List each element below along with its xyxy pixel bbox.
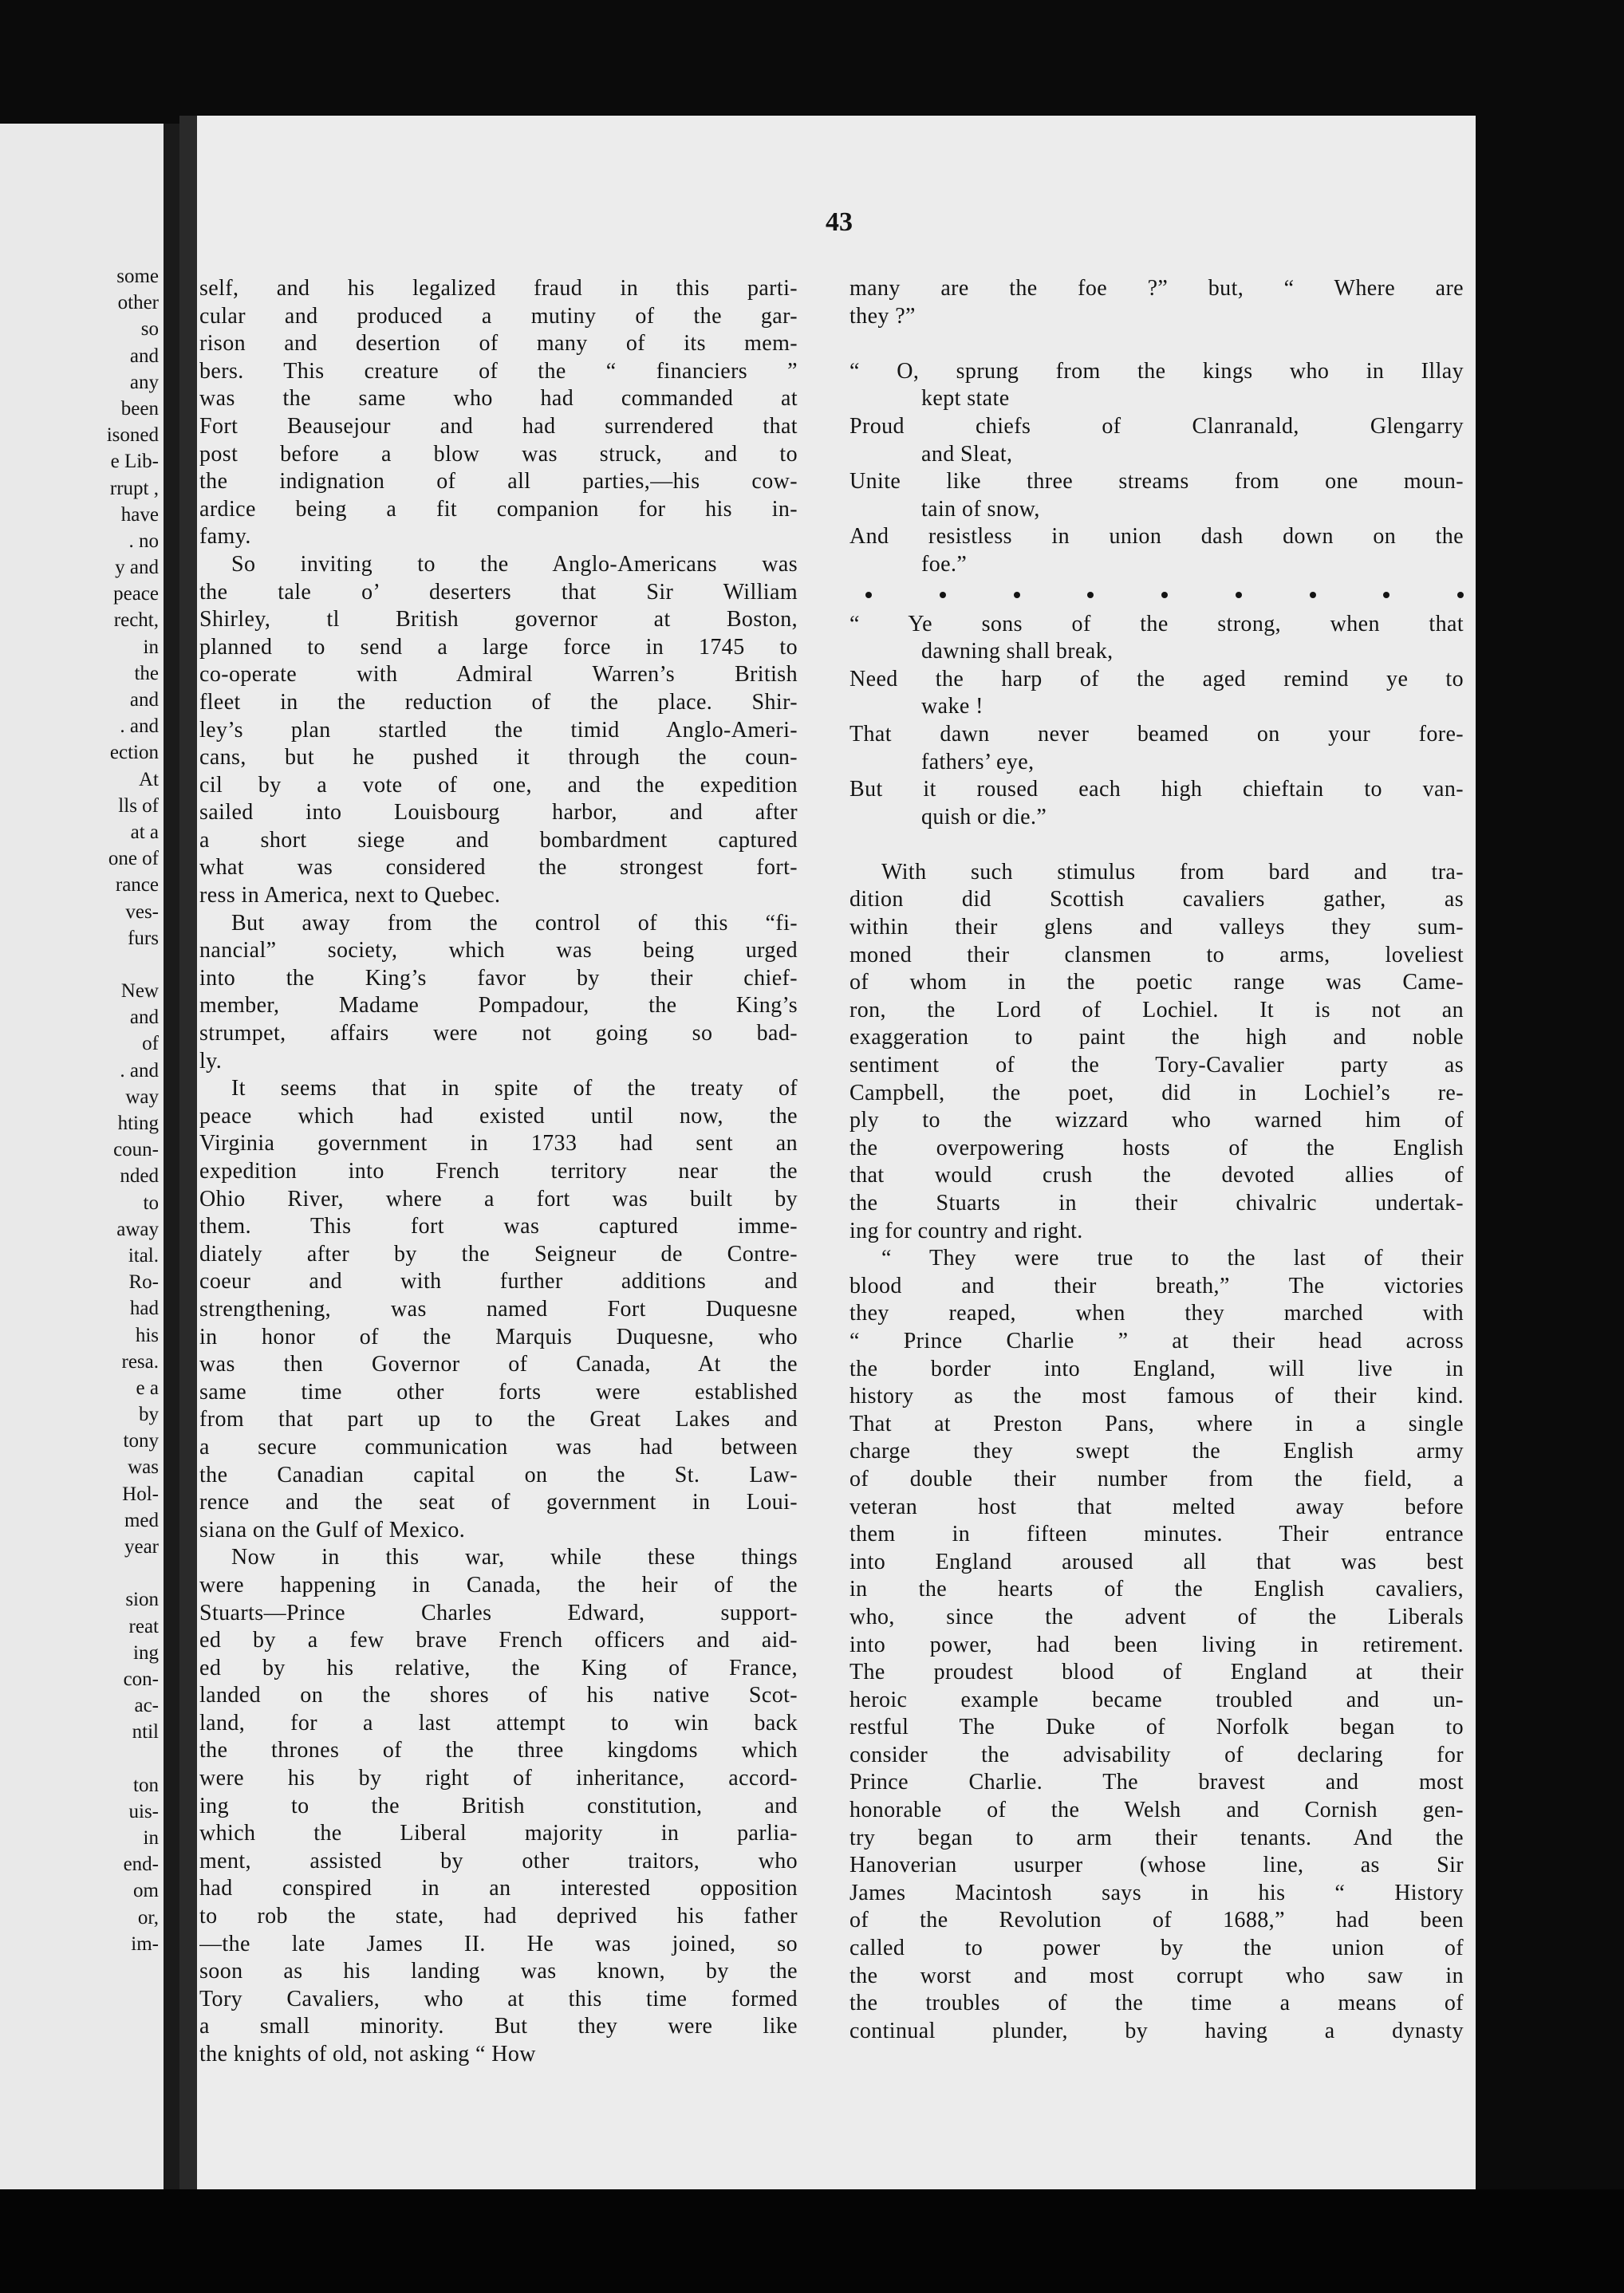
- text-line: ed by a few brave French officers and aid-: [199, 1628, 798, 1653]
- text-line: cil by a vote of one, and the expedition: [199, 772, 798, 798]
- text-line: With such stimulus from bard and tra-: [881, 859, 1464, 884]
- text-line: a short siege and bombardment captured: [199, 827, 798, 853]
- text-column-left: [199, 275, 798, 2069]
- poem-line: kept state: [921, 386, 1010, 412]
- fragment-line: ing: [133, 1641, 159, 1664]
- paragraph-block: [849, 859, 1464, 2046]
- text-line: expedition into French territory near the: [199, 1159, 798, 1184]
- text-line: ress in America, next to Quebec.: [199, 883, 501, 908]
- text-column-right: [849, 275, 1464, 2045]
- poem-stanza-1: [849, 358, 1464, 579]
- poem-line: “ O, sprung from the kings who in Illay: [849, 358, 1464, 384]
- fragment-line: had: [129, 1298, 159, 1320]
- text-line: rence and the seat of government in Loui-: [199, 1490, 798, 1515]
- fragment-line: other: [117, 292, 159, 314]
- text-line: co-operate with Admiral Warren’s British: [199, 662, 798, 688]
- fragment-line: end-: [123, 1854, 159, 1876]
- fragment-line: or,: [137, 1906, 159, 1929]
- text-line: into the King’s favor by their chief-: [199, 965, 798, 991]
- text-line: in honor of the Marquis Duquesne, who: [199, 1324, 798, 1349]
- text-line: The proudest blood of England at their: [849, 1660, 1464, 1685]
- text-line: a small minority. But they were like: [199, 2014, 798, 2039]
- text-line: restful The Duke of Norfolk began to: [849, 1715, 1464, 1740]
- fragment-line: [4, 1560, 164, 1586]
- fragment-line: y and: [115, 557, 159, 579]
- text-line: was then Governor of Canada, At the: [199, 1352, 798, 1377]
- text-line: were his by right of inheritance, accord-: [199, 1766, 798, 1791]
- text-line: siana on the Gulf of Mexico.: [199, 1517, 466, 1542]
- fragment-line: . and: [120, 715, 159, 738]
- text-line: moned their clansmen to arms, loveliest: [849, 942, 1464, 967]
- fragment-line: isoned: [106, 424, 159, 447]
- text-line: member, Madame Pompadour, the King’s: [199, 993, 798, 1018]
- text-line: into power, had been living in retirement.: [849, 1632, 1464, 1657]
- text-line: Shirley, tl British governor at Boston,: [199, 607, 798, 632]
- fragment-line: e Lib-: [110, 451, 159, 473]
- text-line: Hanoverian usurper (whose line, as Sir: [849, 1853, 1464, 1878]
- text-line: Stuarts—Prince Charles Edward, support-: [199, 1600, 798, 1625]
- text-line: consider the advisability of declaring for: [849, 1742, 1464, 1767]
- text-line: they reaped, when they marched with: [849, 1301, 1464, 1326]
- fragment-line: some: [116, 266, 159, 287]
- fragment-line: away: [116, 1218, 159, 1240]
- text-line: rison and desertion of many of its mem-: [199, 331, 798, 357]
- text-line: the border into England, will live in: [849, 1356, 1464, 1381]
- fragment-line: . and: [120, 1059, 159, 1081]
- text-line: James Macintosh says in his “ History: [849, 1880, 1464, 1905]
- text-line: dition did Scottish cavaliers gather, as: [849, 887, 1464, 912]
- poem-line: tain of snow,: [921, 496, 1040, 522]
- poem-stanza-2: [849, 611, 1464, 832]
- text-line: the overpowering hosts of the English: [849, 1135, 1464, 1160]
- fragment-line: Hol-: [122, 1483, 159, 1505]
- fragment-line: reat: [128, 1615, 159, 1637]
- text-line: had conspired in an interested opposition: [199, 1876, 798, 1901]
- text-line: ing for country and right.: [849, 1218, 1083, 1243]
- text-line: same time other forts were established: [199, 1379, 798, 1405]
- facing-page-left: [0, 124, 164, 2193]
- text-line: called to power by the union of: [849, 1936, 1464, 1961]
- poem-line: Proud chiefs of Clanranald, Glengarry: [849, 413, 1464, 439]
- page-spine-shadow: [179, 116, 197, 2189]
- facing-page-text-fragments: [4, 263, 164, 1957]
- fragment-line: at a: [130, 821, 159, 843]
- text-line: That at Preston Pans, where in a single: [849, 1411, 1464, 1436]
- text-line: planned to send a large force in 1745 to: [199, 634, 798, 660]
- text-line: which the Liberal majority in parlia-: [199, 1821, 798, 1846]
- fragment-line: was: [128, 1456, 159, 1479]
- text-line: them in fifteen minutes. Their entrance: [849, 1522, 1464, 1547]
- text-line: Campbell, the poet, did in Lochiel’s re-: [849, 1080, 1464, 1105]
- text-line: sailed into Louisbourg harbor, and after: [199, 800, 798, 825]
- poem-line: dawning shall break,: [921, 639, 1114, 664]
- text-line: were happening in Canada, the heir of the: [199, 1572, 798, 1598]
- text-line: the Stuarts in their chivalric undertak-: [849, 1191, 1464, 1215]
- fragment-line: in: [143, 1827, 159, 1850]
- text-line: So inviting to the Anglo-Americans was: [231, 551, 798, 577]
- text-line: who, since the advent of the Liberals: [849, 1604, 1464, 1629]
- text-line: But away from the control of this “fi-: [231, 910, 798, 936]
- text-line: to rob the state, had deprived his father: [199, 1904, 798, 1929]
- fragment-line: im-: [131, 1933, 159, 1955]
- fragment-line: in: [143, 636, 159, 658]
- text-line: famy.: [199, 524, 251, 550]
- fragment-line: one of: [108, 848, 159, 870]
- text-line: It seems that in spite of the treaty of: [231, 1076, 798, 1101]
- page-number: 43: [826, 207, 853, 237]
- text-line: Ohio River, where a fort was built by: [199, 1186, 798, 1212]
- text-line: peace which had existed until now, the: [199, 1103, 798, 1129]
- fragment-line: of: [142, 1033, 159, 1055]
- text-line: post before a blow was struck, and to: [199, 441, 798, 467]
- fragment-line: have: [120, 503, 159, 526]
- text-line: ly.: [199, 1048, 223, 1074]
- text-line: Prince Charlie. The bravest and most: [849, 1770, 1464, 1795]
- fragment-line: ton: [133, 1774, 159, 1796]
- text-line: soon as his landing was known, by the: [199, 1959, 798, 1984]
- text-line: try began to arm their tenants. And the: [849, 1825, 1464, 1850]
- fragment-line: rrupt ,: [109, 477, 159, 499]
- fragment-line: so: [140, 318, 159, 341]
- poem-line: wake !: [921, 694, 983, 719]
- fragment-line: Ro-: [128, 1271, 159, 1294]
- fragment-line: peace: [113, 583, 159, 605]
- fragment-line: furs: [128, 927, 159, 949]
- text-line: bers. This creature of the “ financiers ”: [199, 358, 798, 384]
- text-line: they ?”: [849, 303, 916, 329]
- text-line: Fort Beausejour and had surrendered that: [199, 413, 798, 439]
- fragment-line: to: [143, 1192, 159, 1214]
- scan-bottom-edge: [0, 2189, 1624, 2293]
- text-line: strumpet, affairs were not going so bad-: [199, 1021, 798, 1046]
- text-line: strengthening, was named Fort Duquesne: [199, 1296, 798, 1322]
- fragment-line: tony: [123, 1430, 159, 1452]
- text-line: “ They were true to the last of their: [881, 1246, 1464, 1271]
- text-line: veteran host that melted away before: [849, 1494, 1464, 1519]
- text-line: the thrones of the three kingdoms which: [199, 1738, 798, 1763]
- paragraph-continuation: [849, 275, 1464, 330]
- text-line: Virginia government in 1733 had sent an: [199, 1131, 798, 1156]
- poem-line: Need the harp of the aged remind ye to: [849, 666, 1464, 691]
- text-line: within their glens and valleys they sum-: [849, 915, 1464, 940]
- text-line: exaggeration to paint the high and noble: [849, 1025, 1464, 1050]
- book-page: [179, 116, 1476, 2189]
- fragment-line: med: [124, 1509, 159, 1531]
- fragment-line: and: [129, 1007, 159, 1029]
- fragment-line: con-: [123, 1668, 159, 1690]
- fragment-line: way: [125, 1085, 159, 1108]
- text-line: the troubles of the time a means of: [849, 1991, 1464, 2016]
- text-line: heroic example became troubled and un-: [849, 1687, 1464, 1712]
- text-line: Now in this war, while these things: [231, 1545, 798, 1570]
- text-line: continual plunder, by having a dynasty: [849, 2018, 1464, 2043]
- fragment-line: been: [120, 397, 159, 420]
- fragment-line: hting: [117, 1113, 159, 1134]
- text-line: the indignation of all parties,—his cow-: [199, 469, 798, 494]
- fragment-line: e a: [136, 1377, 159, 1399]
- fragment-line: . no: [128, 530, 159, 552]
- text-line: that would crush the devoted allies of: [849, 1163, 1464, 1188]
- text-line: history as the most famous of their kind.: [849, 1384, 1464, 1409]
- text-line: Tory Cavaliers, who at this time formed: [199, 1986, 798, 2011]
- fragment-line: ac-: [134, 1695, 159, 1717]
- fragment-line: om: [133, 1880, 159, 1902]
- fragment-line: and: [129, 345, 159, 367]
- fragment-line: ection: [109, 742, 159, 764]
- fragment-line: [4, 951, 164, 978]
- text-line: in the hearts of the English cavaliers,: [849, 1577, 1464, 1602]
- fragment-line: lls of: [118, 794, 159, 817]
- fragment-line: sion: [125, 1589, 159, 1611]
- text-line: of whom in the poetic range was Came-: [849, 970, 1464, 995]
- text-line: was the same who had commanded at: [199, 386, 798, 412]
- text-line: cans, but he pushed it through the coun-: [199, 745, 798, 770]
- text-line: landed on the shores of his native Scot-: [199, 1683, 798, 1708]
- poem-line: Unite like three streams from one moun-: [849, 469, 1464, 494]
- fragment-line: recht,: [113, 609, 159, 632]
- text-line: the Canadian capital on the St. Law-: [199, 1462, 798, 1487]
- poem-line: But it roused each high chieftain to van-: [849, 777, 1464, 802]
- fragment-line: [4, 1746, 164, 1772]
- text-line: —the late James II. He was joined, so: [199, 1931, 798, 1956]
- text-line: many are the foe ?” but, “ Where are: [849, 276, 1464, 301]
- poem-line: That dawn never beamed on your fore-: [849, 721, 1464, 747]
- poem-line: “ Ye sons of the strong, when that: [849, 611, 1464, 636]
- text-line: ron, the Lord of Lochiel. It is not an: [849, 997, 1464, 1022]
- poem-line: And resistless in union dash down on the: [849, 524, 1464, 550]
- fragment-line: coun-: [113, 1139, 159, 1161]
- text-line: fleet in the reduction of the place. Shir-: [199, 689, 798, 715]
- text-line: honorable of the Welsh and Cornish gen-: [849, 1798, 1464, 1823]
- fragment-line: New: [120, 980, 159, 1003]
- text-line: what was considered the strongest fort-: [199, 855, 798, 881]
- text-line: ed by his relative, the King of France,: [199, 1655, 798, 1680]
- fragment-line: resa.: [121, 1350, 159, 1373]
- poem-line: and Sleat,: [921, 441, 1013, 467]
- text-line: diately after by the Seigneur de Contre-: [199, 1241, 798, 1267]
- fragment-line: uis-: [128, 1800, 159, 1822]
- text-line: coeur and with further additions and: [199, 1269, 798, 1294]
- text-line: “ Prince Charlie ” at their head across: [849, 1328, 1464, 1353]
- poem-line: quish or die.”: [921, 804, 1047, 829]
- fragment-line: his: [135, 1324, 159, 1346]
- text-line: them. This fort was captured imme-: [199, 1214, 798, 1239]
- fragment-line: any: [129, 371, 159, 393]
- text-line: of double their number from the field, a: [849, 1466, 1464, 1491]
- text-line: ment, assisted by other traitors, who: [199, 1848, 798, 1873]
- text-line: ply to the wizzard who warned him of: [849, 1108, 1464, 1133]
- text-line: ley’s plan startled the timid Anglo-Ameri-: [199, 717, 798, 743]
- text-line: blood and their breath,” The victories: [849, 1273, 1464, 1298]
- text-line: into England aroused all that was best: [849, 1549, 1464, 1574]
- text-line: from that part up to the Great Lakes and: [199, 1407, 798, 1432]
- fragment-line: rance: [115, 874, 159, 896]
- text-line: sentiment of the Tory-Cavalier party as: [849, 1053, 1464, 1078]
- fragment-line: and: [129, 689, 159, 711]
- text-line: ardice being a fit companion for his in-: [199, 496, 798, 522]
- stanza-separator-dots: [849, 579, 1464, 611]
- text-line: ing to the British constitution, and: [199, 1793, 798, 1818]
- fragment-line: year: [124, 1536, 159, 1558]
- fragment-line: ital.: [128, 1244, 159, 1267]
- poem-line: foe.”: [921, 551, 968, 577]
- text-line: self, and his legalized fraud in this parti-: [199, 276, 798, 301]
- fragment-line: nded: [120, 1165, 159, 1188]
- poem-line: fathers’ eye,: [921, 749, 1035, 774]
- fragment-line: At: [139, 768, 159, 790]
- fragment-line: by: [139, 1404, 159, 1426]
- text-line: land, for a last attempt to win back: [199, 1710, 798, 1736]
- fragment-line: the: [134, 662, 159, 684]
- text-line: a secure communication was had between: [199, 1434, 798, 1460]
- fragment-line: ntil: [132, 1721, 159, 1743]
- text-line: nancial” society, which was being urged: [199, 938, 798, 963]
- text-line: of the Revolution of 1688,” had been: [849, 1908, 1464, 1933]
- text-line: charge they swept the English army: [849, 1439, 1464, 1464]
- fragment-line: ves-: [125, 900, 159, 923]
- text-line: the tale o’ deserters that Sir William: [199, 579, 798, 605]
- text-line: cular and produced a mutiny of the gar-: [199, 303, 798, 329]
- text-line: the worst and most corrupt who saw in: [849, 1963, 1464, 1988]
- text-line: the knights of old, not asking “ How: [199, 2042, 536, 2066]
